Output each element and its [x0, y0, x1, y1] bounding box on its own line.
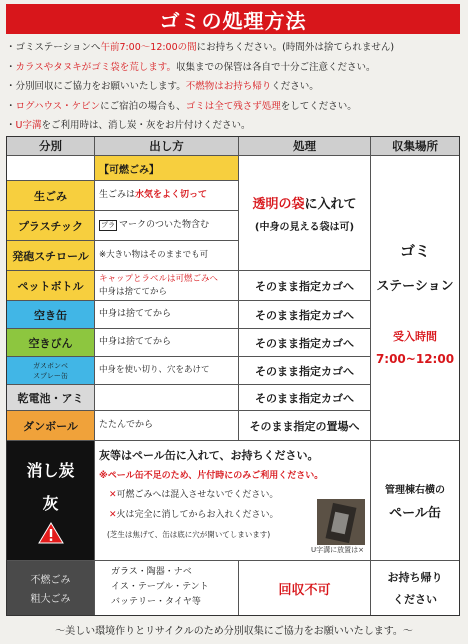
- note-text: ・: [6, 120, 16, 132]
- category-ash-line2: 灰: [42, 493, 59, 513]
- process-text-red: 透明の袋: [252, 197, 305, 212]
- category-plastic: プラスチック: [7, 211, 95, 241]
- category-ash: [7, 441, 95, 561]
- note-text: ・: [6, 100, 16, 112]
- note-text-red: ログハウス・ケビン: [15, 100, 101, 112]
- method-gas-can: 中身を使い切り、穴をあけて: [95, 357, 239, 385]
- header-place: 収集場所: [371, 137, 459, 156]
- ash-instructions: [95, 441, 371, 561]
- blank-cell: [7, 156, 95, 181]
- station-time: 7:00~12:00: [375, 352, 455, 366]
- note-line: [6, 77, 462, 97]
- category-nonburn-line1: 不燃ごみ: [30, 575, 71, 586]
- note-text-red: 午前7:00〜12:00の間: [100, 42, 197, 53]
- cross-icon: ✕: [109, 510, 117, 520]
- ash-bullet-text: 可燃ごみへは混入させないでください。: [116, 490, 279, 500]
- place-ash: [371, 441, 459, 561]
- method-empty-can: 中身は捨ててから: [95, 301, 239, 329]
- station-time-label: 受入時間: [393, 330, 437, 343]
- ash-note: (芝生は焦げて、缶は底に穴が開いてしまいます): [107, 530, 271, 539]
- method-text: 生ごみは: [99, 190, 136, 200]
- station-line2: ステーション: [376, 279, 454, 294]
- note-text-red: U字溝: [15, 120, 42, 132]
- note-line: [6, 116, 462, 136]
- category-empty-can: 空き缶: [7, 301, 95, 329]
- note-line: [6, 58, 462, 78]
- header-process: 処理: [239, 137, 371, 156]
- method-plastic: [95, 211, 239, 241]
- method-text-red: 水気をよく切って: [135, 190, 208, 200]
- photo-caption: U字溝に放置は×: [311, 546, 364, 554]
- category-kitchen-waste: 生ごみ: [7, 181, 95, 211]
- ash-main: 灰等はペール缶に入れて、お持ちください。: [99, 449, 319, 462]
- note-text: ・ゴミステーションへ: [6, 42, 101, 53]
- note-text: にお持ちください。(時間外は捨てられません): [196, 42, 395, 53]
- category-spray-text: スプレー缶: [33, 371, 68, 380]
- method-kitchen-waste: [95, 181, 239, 211]
- footer-note: 〜美しい環境作りとリサイクルのため分別収集にご協力をお願いいたします。〜: [55, 626, 413, 637]
- category-empty-bottle: 空きびん: [7, 329, 95, 357]
- category-cardboard: ダンボール: [7, 411, 95, 441]
- note-text-red: ゴミは全て残さず処理: [185, 100, 281, 112]
- note-text: にご宿泊の場合も、: [100, 100, 186, 112]
- method-empty-bottle: 中身は捨ててから: [95, 329, 239, 357]
- warning-icon: [38, 522, 64, 544]
- category-nonburn-line2: 粗大ごみ: [30, 594, 71, 605]
- note-text: ・: [6, 61, 16, 73]
- method-text: 中身は捨ててから: [99, 286, 168, 297]
- note-text: 収集までの保管は各自で十分ご注意ください。: [175, 61, 376, 73]
- nonburn-item: ガラス・陶器・ナベ: [111, 567, 192, 577]
- note-text: をご利用時は、消し炭・灰をお片付けください。: [41, 120, 251, 132]
- burnable-label: 【可燃ごみ】: [95, 156, 239, 181]
- station-line1: ゴミ: [399, 242, 430, 260]
- place-nonburn-line2: ください: [393, 593, 437, 606]
- place-ash-line2: ペール缶: [389, 505, 441, 521]
- method-text: マークのついた物含む: [119, 220, 210, 230]
- note-text-red: カラスやタヌキがゴミ袋を荒します。: [15, 61, 176, 73]
- notes-list: [6, 38, 462, 136]
- category-gas-text: ガスボンベ: [33, 361, 68, 370]
- nonburn-item: バッテリー・タイヤ等: [111, 597, 201, 607]
- method-text-red: キャップとラベルは可燃ごみへ: [99, 273, 218, 284]
- header-method: 出し方: [95, 137, 239, 156]
- process-battery: そのまま指定カゴへ: [239, 385, 371, 411]
- process-burnable: [239, 156, 371, 271]
- recycle-mark-icon: プラ: [101, 221, 115, 229]
- u-ditch-photo: [317, 499, 365, 545]
- method-cardboard: たたんでから: [95, 411, 239, 441]
- place-ash-line1: 管理棟右横の: [385, 484, 445, 496]
- category-gas-can: [7, 357, 95, 385]
- process-burnable-sub: (中身の見える袋は可): [254, 222, 355, 233]
- category-pet-bottle: ペットボトル: [7, 271, 95, 301]
- ash-bullet-text: 火は完全に消してからお入れください。: [116, 510, 279, 520]
- place-station: [371, 156, 459, 441]
- note-text: ・分別回収にご協力をお願いいたします。: [6, 81, 186, 93]
- method-pet-bottle: [95, 271, 239, 301]
- cross-icon: ✕: [109, 490, 117, 500]
- page-title: ゴミの処理方法: [6, 4, 460, 34]
- process-cardboard: そのまま指定の置場へ: [239, 411, 371, 441]
- process-text: に入れて: [304, 197, 357, 212]
- sorting-table: [6, 136, 460, 616]
- process-gas-can: そのまま指定カゴへ: [239, 357, 371, 385]
- method-styrofoam: ※大きい物はそのままでも可: [95, 241, 239, 271]
- note-text: をしてください。: [280, 100, 357, 112]
- place-nonburn-line1: お持ち帰り: [387, 571, 443, 584]
- place-nonburnable: [371, 561, 459, 615]
- method-battery: [95, 385, 239, 411]
- process-nonburnable: 回収不可: [239, 561, 371, 615]
- nonburn-item: イス・テーブル・テント: [111, 582, 209, 592]
- process-pet-bottle: そのまま指定カゴへ: [239, 271, 371, 301]
- category-battery: 乾電池・アミ: [7, 385, 95, 411]
- header-category: 分別: [7, 137, 95, 156]
- nonburn-items: [95, 561, 239, 615]
- note-text: ください。: [271, 81, 319, 93]
- ash-notice: ※ペール缶不足のため、片付時にのみご利用ください。: [99, 471, 324, 481]
- category-nonburnable: [7, 561, 95, 615]
- process-empty-bottle: そのまま指定カゴへ: [239, 329, 371, 357]
- category-styrofoam: 発砲スチロール: [7, 241, 95, 271]
- process-empty-can: そのまま指定カゴへ: [239, 301, 371, 329]
- note-text-red: 不燃物はお持ち帰り: [185, 81, 272, 93]
- process-burnable-main: [252, 193, 356, 212]
- note-line: [6, 38, 462, 58]
- note-line: [6, 97, 462, 117]
- category-ash-line1: 消し炭: [26, 460, 75, 480]
